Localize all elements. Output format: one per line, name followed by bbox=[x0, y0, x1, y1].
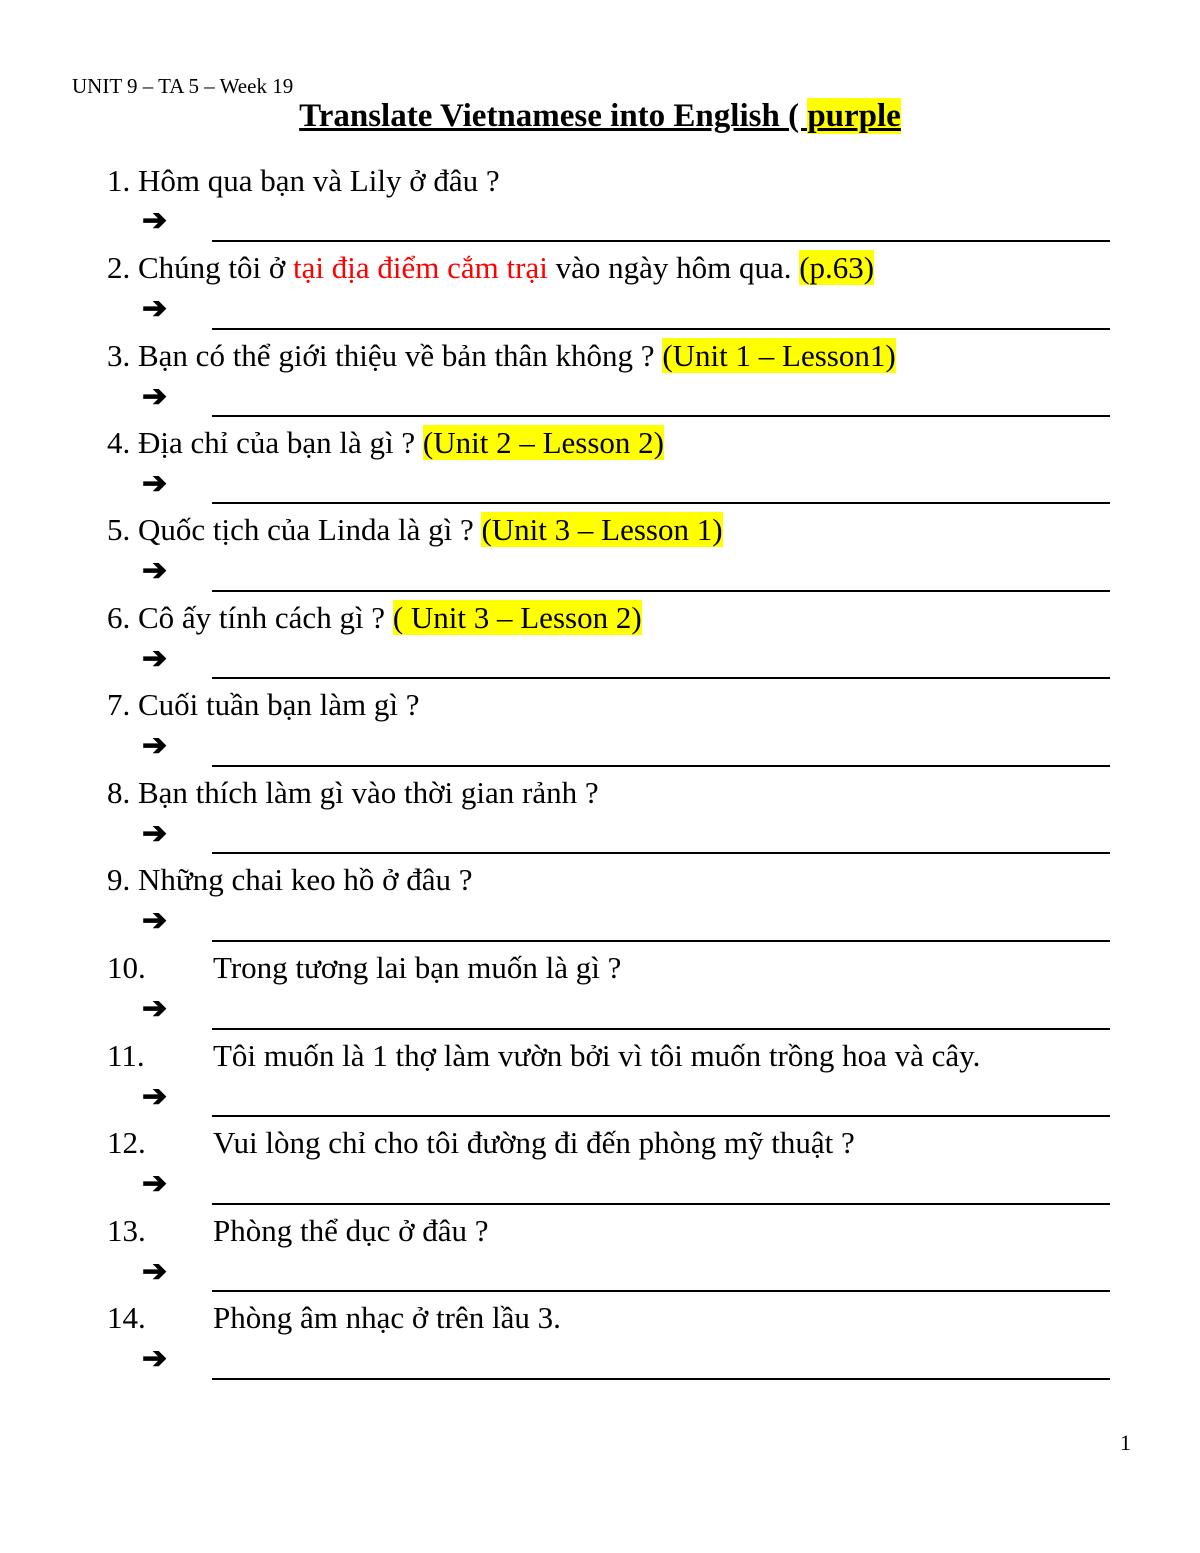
arrow-icon: ➔ bbox=[142, 554, 168, 587]
reference-highlight: (Unit 1 – Lesson1) bbox=[662, 338, 896, 373]
answer-line[interactable] bbox=[212, 765, 1110, 767]
question-2 bbox=[107, 250, 874, 286]
answer-line[interactable] bbox=[212, 415, 1110, 417]
page-title bbox=[0, 98, 1200, 135]
question-text: Cô ấy tính cách gì ? bbox=[138, 600, 393, 635]
question-number: 7. bbox=[107, 687, 131, 722]
page-number: 1 bbox=[1120, 1430, 1131, 1455]
question-8 bbox=[107, 775, 599, 811]
question-text: Trong tương lai bạn muốn là gì ? bbox=[213, 950, 622, 985]
question-14 bbox=[107, 1300, 561, 1336]
answer-line[interactable] bbox=[212, 940, 1110, 942]
reference-highlight: (Unit 2 – Lesson 2) bbox=[422, 425, 664, 460]
arrow-icon: ➔ bbox=[142, 380, 168, 413]
question-7 bbox=[107, 687, 420, 723]
arrow-icon: ➔ bbox=[142, 1342, 168, 1375]
question-5 bbox=[107, 512, 723, 548]
question-text: Tôi muốn là 1 thợ làm vườn bởi vì tôi muốn trồng hoa và cây. bbox=[213, 1038, 981, 1073]
question-10 bbox=[107, 950, 621, 986]
answer-line[interactable] bbox=[212, 1203, 1110, 1205]
answer-line[interactable] bbox=[212, 677, 1110, 679]
answer-line[interactable] bbox=[212, 852, 1110, 854]
question-11 bbox=[107, 1038, 980, 1074]
answer-line[interactable] bbox=[212, 1290, 1110, 1292]
question-text: Bạn thích làm gì vào thời gian rảnh ? bbox=[138, 775, 599, 810]
question-text: Những chai keo hồ ở đâu ? bbox=[138, 862, 473, 897]
answer-line[interactable] bbox=[212, 1378, 1110, 1380]
question-number: 11. bbox=[107, 1038, 145, 1073]
question-12 bbox=[107, 1125, 855, 1161]
answer-line[interactable] bbox=[212, 240, 1110, 242]
question-text: Địa chỉ của bạn là gì ? bbox=[138, 425, 423, 460]
answer-line[interactable] bbox=[212, 590, 1110, 592]
question-number: 1. bbox=[107, 163, 131, 198]
question-text: Bạn có thể giới thiệu về bản thân không ? bbox=[138, 338, 663, 373]
question-number: 5. bbox=[107, 512, 131, 547]
question-number: 10. bbox=[107, 950, 146, 985]
reference-highlight: (Unit 3 – Lesson 1) bbox=[481, 512, 723, 547]
question-4 bbox=[107, 425, 664, 461]
question-number: 12. bbox=[107, 1125, 146, 1160]
arrow-icon: ➔ bbox=[142, 992, 168, 1025]
arrow-icon: ➔ bbox=[142, 904, 168, 937]
question-1 bbox=[107, 163, 500, 199]
question-9 bbox=[107, 862, 473, 898]
question-text: Hôm qua bạn và Lily ở đâu ? bbox=[138, 163, 500, 198]
reference-highlight: ( Unit 3 – Lesson 2) bbox=[392, 600, 642, 635]
arrow-icon: ➔ bbox=[142, 1167, 168, 1200]
arrow-icon: ➔ bbox=[142, 729, 168, 762]
question-number: 4. bbox=[107, 425, 131, 460]
question-text: Phòng âm nhạc ở trên lầu 3. bbox=[213, 1300, 561, 1335]
question-number: 14. bbox=[107, 1300, 146, 1335]
arrow-icon: ➔ bbox=[142, 292, 168, 325]
arrow-icon: ➔ bbox=[142, 817, 168, 850]
question-text: Phòng thể dục ở đâu ? bbox=[213, 1213, 489, 1248]
question-number: 6. bbox=[107, 600, 131, 635]
question-6 bbox=[107, 600, 642, 636]
arrow-icon: ➔ bbox=[142, 642, 168, 675]
page-header: UNIT 9 – TA 5 – Week 19 bbox=[72, 74, 294, 98]
question-number: 3. bbox=[107, 338, 131, 373]
question-text: Vui lòng chỉ cho tôi đường đi đến phòng mỹ thuật ? bbox=[213, 1125, 855, 1160]
answer-line[interactable] bbox=[212, 502, 1110, 504]
answer-line[interactable] bbox=[212, 1028, 1110, 1030]
question-number: 2. bbox=[107, 250, 131, 285]
arrow-icon: ➔ bbox=[142, 1255, 168, 1288]
arrow-icon: ➔ bbox=[142, 204, 168, 237]
answer-line[interactable] bbox=[212, 1115, 1110, 1117]
question-3 bbox=[107, 338, 896, 374]
title-main: Translate Vietnamese into English ( bbox=[299, 98, 808, 134]
question-number: 9. bbox=[107, 862, 131, 897]
answer-line[interactable] bbox=[212, 328, 1110, 330]
arrow-icon: ➔ bbox=[142, 467, 168, 500]
title-highlight: purple bbox=[807, 98, 901, 134]
question-text: vào ngày hôm qua. bbox=[547, 250, 800, 285]
question-number: 13. bbox=[107, 1213, 146, 1248]
reference-highlight: (p.63) bbox=[799, 250, 875, 285]
question-text: Cuối tuần bạn làm gì ? bbox=[138, 687, 420, 722]
question-13 bbox=[107, 1213, 489, 1249]
question-text: Chúng tôi ở bbox=[138, 250, 294, 285]
question-text: Quốc tịch của Linda là gì ? bbox=[138, 512, 482, 547]
question-text-red: tại địa điểm cắm trại bbox=[293, 250, 548, 285]
question-number: 8. bbox=[107, 775, 131, 810]
arrow-icon: ➔ bbox=[142, 1080, 168, 1113]
